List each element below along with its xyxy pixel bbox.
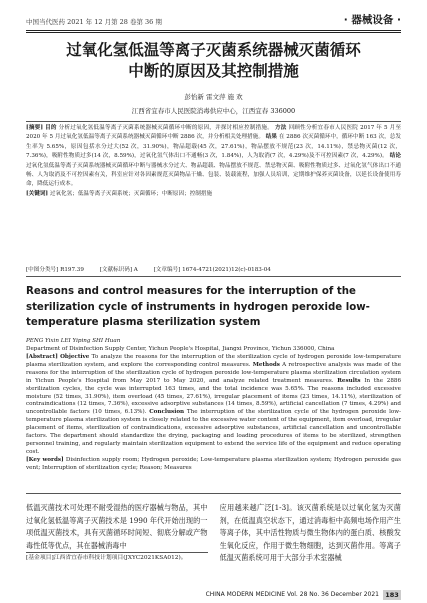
results-text: In the 2886 sterilization cycles, the cycle was interrupted 163 times, and the total incidence was 5.65%. The reasons included excessive moisture (52 times, 31.90%), item overload (45 times, 27.61%), irregular placement of items (23 times, 14.11%), sterilization of contraindications (12 times, 7.36%), excessive adsorptive substances (14 times, 8.59%), artificial cancellation (7 times, 4.29%) and uncontrollable factors (10 times, 6.13%). [26, 377, 402, 416]
classification-row [26, 265, 401, 273]
document-code: [文献标识码] A [99, 267, 138, 273]
funding-note: [基金项目]江西省宜春市科技计划项目(JXYC2021KSA012)。 [26, 552, 208, 562]
divider [26, 276, 401, 277]
keywords-text: Disinfection supply room; Hydrogen peroxide; Low-temperature plasma sterilization system; Hydrogen peroxide gas vent; Interruption of sterilization cycle; Reason; Measures [26, 456, 402, 471]
body-column-left [26, 502, 208, 588]
divider [26, 121, 401, 122]
methods-text: 回顾性分析宜春市人民医院 2017 年 5 月至 2020 年 5 月过氧化氢低温等离子灭菌系统器械灭菌循环中断 2886 次，并分析相关处理措施。 [26, 125, 401, 141]
objective-text: 分析过氧化氢低温等离子灭菌系统器械灭菌循环中断的原因，并探讨相应控制措施。 [58, 125, 274, 131]
objective-label: Objective [60, 354, 90, 360]
article-title-en: Reasons and control measures for the interruption of the sterilization cycle of instruments in hydrogen peroxide low-temperature plasma sterilization system [26, 286, 370, 328]
page-footer [26, 590, 401, 602]
journal-issue-line: 中国当代医药 2021 年 12 月第 28 卷第 36 期 [26, 18, 162, 26]
divider [26, 493, 401, 494]
page-header [26, 8, 401, 32]
objective-text: To analyze the reasons for the interruption of the sterilization cycle of hydrogen peroxide low-temperature plasma sterilization system, and explore the corresponding control measures. [26, 354, 402, 368]
clc-number: [中图分类号] R197.39 [26, 267, 84, 273]
article-number: [文章编号] 1674-4721(2021)12(c)-0183-04 [153, 267, 271, 273]
keywords-label: [关键词] [26, 190, 49, 197]
results-label: Results [337, 377, 361, 384]
abstract-label: [Abstract] [26, 354, 58, 360]
methods-label: Methods [252, 361, 280, 368]
header-rule-thin [26, 32, 401, 33]
abstract-label: [摘要] [26, 125, 44, 131]
article-title-cn [20, 40, 407, 82]
body-paragraph: 应用越来越广泛[1-3]。该灭菌系统是以过氧化氢为灭菌剂，在低温真空状态下，通过消毒柜中高频电场作用产生等离子体，其中活性物质与微生物体内的蛋白质、核酸发生氧化反应，作用于微生物细胞，达到灭菌作用。等离子低温灭菌系统可用于大部分手术室器械 [219, 503, 401, 562]
objective-label: 目的 [45, 125, 57, 131]
abstract-en [26, 354, 401, 473]
methods-label: 方法 [275, 125, 287, 131]
body-text [26, 502, 401, 588]
conclusion-label: Conclusion [149, 409, 185, 416]
footer-journal: CHINA MODERN MEDICINE Vol. 28 No. 36 December 2021 [205, 591, 379, 598]
affiliation-cn: 江西省宜春市人民医院消毒供应中心，江西宜春 336000 [131, 107, 296, 115]
column-heading: · 器械设备 · [343, 14, 401, 26]
body-column-right [220, 502, 402, 588]
results-text: 在 2886 次灭菌循环中，循环中断 163 次，总发生率为 5.65%，原因包括水分过大(52 次，31.90%)，物品超载(45 次，27.61%)，物品摆放不规范(23 次，14.11%)，禁忌物灭菌(12 次，7.36%)，吸附性物质过多(14 次，8.59%)，过氧化氢气体出口不通畅(3 次，1.84%)，人为取消(7 次，4.29%)及不可控因素(7 次，4.29%)。 [26, 134, 402, 160]
page-number: 183 [383, 590, 401, 600]
keywords-label: [Key words] [26, 456, 64, 463]
keywords-text: 过氧化氢；低温等离子灭菌系统；灭菌循环；中断原因；控制措施 [49, 190, 213, 197]
authors-cn: 彭怡新 雷文萍 施 欢 [184, 93, 243, 101]
conclusion-label: 结论 [389, 153, 401, 160]
conclusion-text: 过氧化氢低温等离子灭菌系统器械灭菌循环中断与器械水分过大、物品超载、物品摆放不规范、禁忌物灭菌、吸附性物质过多、过氧化氢气体出口不通畅、人为取消及不可控因素有关，科室应针对各因素规范灭菌物品干燥、包装、装载流程，加强人员培训，定期维护保养灭菌设备，以延长设备使用寿命，降低运行成本。 [26, 162, 401, 188]
affiliation-en: Department of Disinfection Supply Center, Yichun People's Hospital, Jiangxi Province, Yichun 336000, China [26, 346, 335, 352]
header-rule [26, 30, 401, 31]
results-label: 结果 [265, 134, 278, 141]
title-cn-line: 过氧化氢低温等离子灭菌系统器械灭菌循环 [66, 41, 361, 59]
title-cn-line: 中断的原因及其控制措施 [128, 62, 299, 80]
body-paragraph: 低温灭菌技术可处理不耐受湿热的医疗器械与物品，其中过氧化氢低温等离子灭菌技术是 1990 年代开始出现的一项低温灭菌技术，具有灭菌循环时间短、彻底分解或产物毒性低等优点，其在器械消毒中 [26, 503, 208, 550]
conclusion-text: The interruption of the sterilization cycle of the hydrogen peroxide low-temperature plasma sterilization system is closely related to the excessive water content of the equipment, item overload, irregular placement of items, sterilization of contraindications, excessive adsorptive substances, artificial cancellation and uncontrollable factors. The department should standardize the drying, packaging and loading procedures of items to be sterilized, strengthen personnel training, and regularly maintain sterilization equipment to extend the service life of the equipment and reduce operating cost. [26, 409, 401, 455]
authors-en: PENG Yixin LEI Yiping SHI Huan [26, 338, 121, 344]
methods-text: A retrospective analysis was made of the reasons for the interruption of the sterilization cycle of hydrogen peroxide low-temperature plasma sterilization circulation system in Yichun People's Hospital from May 2017 to May 2020, and analyze related treatment measures. [26, 361, 402, 384]
abstract-cn [26, 124, 401, 199]
